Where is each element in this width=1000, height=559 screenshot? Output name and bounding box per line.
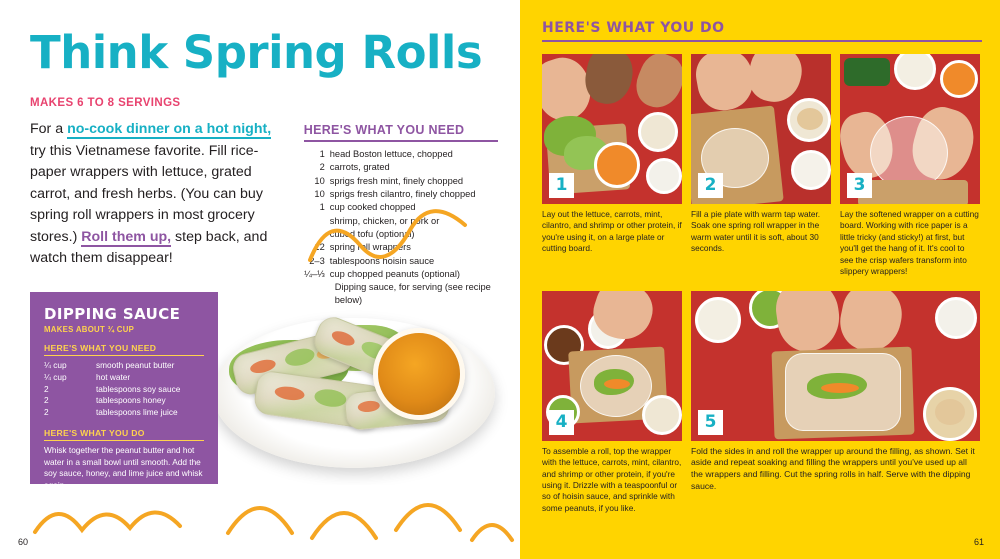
right-page [520, 0, 1000, 559]
hand [772, 291, 843, 355]
bowl [638, 112, 678, 152]
list-item: 2 tablespoons lime juice [44, 407, 178, 418]
list-item: ¼–⅓ cup chopped peanuts (optional) [304, 268, 461, 279]
step-2 [691, 54, 831, 278]
bowl [646, 158, 682, 194]
step-5 [691, 291, 980, 515]
bowl [594, 142, 640, 188]
step-number-badge: 1 [549, 173, 574, 198]
scene-5 [691, 291, 980, 441]
dipping-sauce-yield: MAKES ABOUT ¾ CUP [44, 325, 135, 334]
step-3 [840, 54, 980, 278]
bowl [642, 395, 682, 435]
step-3-caption: Lay the softened wrapper on a cutting board. Working with rice paper is a little tricky (and sticky!) at first, but you'll get the hang of it. It's cool to see the crisp wafers transform into slippery wrappers! [840, 209, 979, 277]
steps-header: HERE'S WHAT YOU DO [542, 20, 982, 42]
carrot [821, 383, 859, 393]
rice-paper-wrapper [870, 116, 948, 190]
intro-highlight-1: no-cook dinner on a hot night, [67, 121, 272, 137]
ingredients-header: HERE'S WHAT YOU NEED [304, 123, 498, 142]
list-item: 12 spring roll wrappers [314, 242, 411, 253]
bowl [935, 297, 977, 339]
step-number-badge: 5 [698, 410, 723, 435]
step-number-badge: 4 [549, 410, 574, 435]
step-4-caption: To assemble a roll, top the wrapper with the lettuce, carrots, mint, cilantro, and shrimp or other protein, if you're using it. Drizzle with a teaspoonful or so of hoisin sauce, and sprinkle with some peanuts, if you like. [542, 445, 682, 513]
ingredients-note: Dipping sauce, for serving (see recipe below) [334, 282, 491, 306]
list-item: 2–3 tablespoons hoisin sauce [309, 255, 435, 266]
hand [692, 54, 758, 114]
step-number-badge: 2 [698, 173, 723, 198]
list-item: cubed tofu (optional) [329, 228, 415, 239]
dipping-sauce-box [30, 292, 218, 491]
page-number-right: 61 [973, 537, 984, 547]
list-item: 2 tablespoons honey [44, 395, 166, 406]
cutting-board [858, 180, 968, 204]
servings-label: MAKES 6 TO 8 SERVINGS [30, 97, 181, 109]
list-item: 1 cup cooked chopped [319, 202, 416, 213]
bowl [894, 54, 936, 90]
dipping-sauce-instructions: Whisk together the peanut butter and hot water in a small bowl until smooth. Add the soy sauce, honey, and lime juice and whisk again. [44, 444, 203, 491]
peanuts [935, 399, 965, 425]
list-item: ¼ cup hot water [44, 371, 131, 382]
list-item: 10 sprigs fresh cilantro, finely chopped [314, 188, 476, 199]
intro-part-1: For a [30, 121, 68, 137]
dipping-sauce-do-header: HERE'S WHAT YOU DO [44, 428, 204, 441]
step-4 [542, 291, 682, 515]
step-3-photo [840, 54, 980, 204]
herbs [844, 58, 890, 86]
step-4-photo [542, 291, 682, 441]
bowl [940, 60, 978, 98]
list-item: ¼ cup smooth peanut butter [44, 360, 175, 370]
carrot [604, 379, 630, 389]
step-2-photo [691, 54, 831, 204]
step-2-caption: Fill a pie plate with warm tap water. Soak one spring roll wrapper in the warm water until it is soft, about 30 seconds. [691, 209, 821, 254]
page-number-left: 60 [18, 537, 29, 547]
step-1-photo [542, 54, 682, 204]
bowl [695, 297, 741, 343]
dipping-sauce-bowl [373, 328, 465, 420]
dipping-sauce-need-header: HERE'S WHAT YOU NEED [44, 343, 204, 356]
page-title: Think Spring Rolls [30, 26, 483, 79]
dipping-sauce-title: DIPPING SAUCE [44, 305, 181, 323]
intro-highlight-2: Roll them up, [81, 228, 172, 245]
step-1 [542, 54, 682, 278]
step-1-caption: Lay out the lettuce, carrots, mint, cilantro, and shrimp or other protein, if you're using it, on a large plate or cutting board. [542, 209, 682, 254]
list-item: 2 tablespoons soy sauce [44, 383, 181, 394]
step-5-caption: Fold the sides in and roll the wrapper up around the filling, as shown. Set it aside and repeat soaking and filling the wrappers until you've used up all the wrappers and filling. Cut the spring rolls in half. Serve with the dipping sauce. [691, 445, 975, 492]
hand [629, 54, 682, 114]
dipping-sauce-ingredients [44, 360, 204, 419]
step-5-photo [691, 291, 980, 441]
list-item: 1 head Boston lettuce, chopped [319, 149, 453, 159]
list-item: 10 sprigs fresh mint, finely chopped [314, 175, 464, 186]
intro-part-2: try this Vietnamese favorite. Fill rice-paper wrappers with lettuce, grated carrot, and fresh herbs. (You can buy spring roll wrappers in most grocery stores.) [30, 142, 263, 245]
list-item: shrimp, chicken, or pork or [329, 215, 440, 226]
peanuts [797, 108, 823, 130]
bowl [791, 150, 831, 190]
hand [743, 54, 807, 107]
list-item: 2 carrots, grated [319, 162, 390, 173]
squiggle-doodle [30, 492, 200, 542]
hand [581, 54, 636, 108]
ingredients-list [304, 148, 498, 281]
intro-part-3: step back, and watch them disappear! [30, 228, 268, 267]
step-number-badge: 3 [847, 173, 872, 198]
arc-doodle [220, 478, 520, 548]
spring-rolls-photo [195, 270, 515, 485]
steps-grid [542, 54, 982, 514]
intro-paragraph [30, 119, 278, 270]
